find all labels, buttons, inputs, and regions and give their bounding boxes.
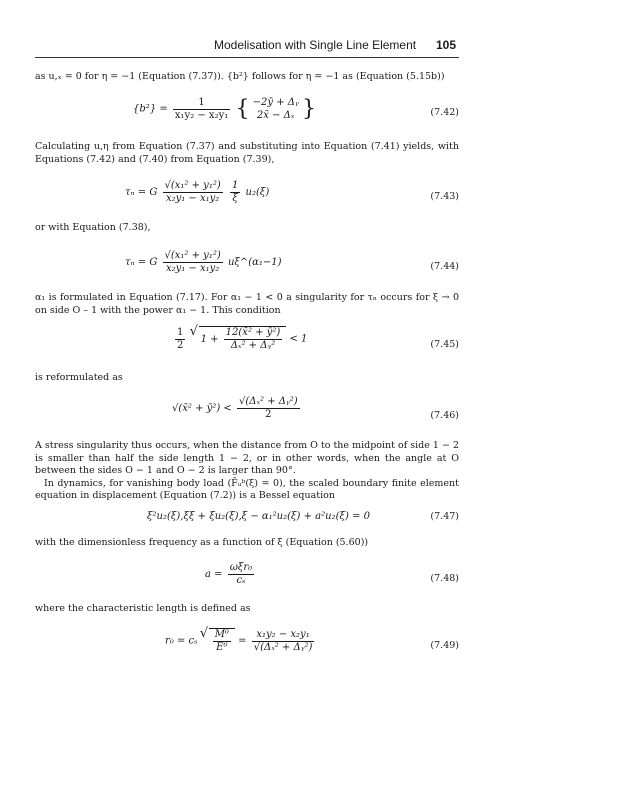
equation-7-43: [35, 180, 459, 214]
eq746-number: (7.46): [430, 410, 459, 421]
eq743-num: √(x₁² + y₁²): [164, 180, 221, 191]
paragraph-1-text: as u,ₓ = 0 for η = −1 (Equation (7.37)). {b²} follows for η = −1 as (Equation (5.15b)): [35, 71, 445, 82]
eq744-number: (7.44): [430, 261, 459, 272]
paragraph-1: [35, 71, 459, 84]
paragraph-2-text: Calculating u,η from Equation (7.37) and substituting into Equation (7.41) yields, with Equations (7.42) and (7.40) from Equation (7.39),: [35, 141, 459, 165]
paragraph-8-text: with the dimensionless frequency as a function of ξ (Equation (5.60)): [35, 537, 369, 548]
eq746-lhs: √(x̄² + ȳ²) <: [172, 403, 232, 414]
eq743-rest: u₂(ξ): [245, 187, 270, 198]
paragraph-7-text: In dynamics, for vanishing body load (F̄ᵤᵇ(ξ) = 0), the scaled boundary finite element equation in displacement (Equation (7.2)) is a Bessel equation: [35, 477, 459, 501]
page-number: 105: [436, 38, 457, 52]
eq744-rest: uξ^(α₁−1): [227, 257, 282, 268]
equation-7-47: [35, 511, 459, 529]
paragraph-5: [35, 372, 459, 385]
eq745-inner: 1 +: [200, 334, 219, 345]
eq743-den: x₂y₁ − x₁y₂: [165, 193, 220, 204]
paragraph-3-text: or with Equation (7.38),: [35, 222, 151, 233]
paragraph-9: [35, 603, 459, 616]
eq744-lhs: τₙ = G: [125, 257, 158, 268]
eq742-row2: 2x̄ − Δₓ: [256, 110, 295, 121]
eq749-eq: =: [238, 635, 247, 647]
equation-7-45: [35, 326, 459, 364]
eq749-sqrt-den: E⁰: [216, 642, 228, 653]
paragraph-8: [35, 537, 459, 550]
equation-7-48: [35, 562, 459, 596]
eq748-den: cₛ: [236, 575, 246, 586]
eq744-den: x₂y₁ − x₁y₂: [165, 263, 220, 274]
equation-7-42: {b²} = $\frac{1}{\text{x₁y₂ − x₂y₁}}$ { −2ȳ + Δᵧ 2x̄ − Δₓ } (7.42): [133, 96, 459, 122]
eq743-tail-den: ξ: [232, 193, 238, 204]
running-title: Modelisation with Single Line Element: [214, 38, 417, 52]
eq742-row1: −2ȳ + Δᵧ: [252, 97, 299, 108]
eq743-tail-num: 1: [231, 180, 239, 191]
eq745-lhs-den: 2: [177, 339, 184, 351]
eq743-lhs: τₙ = G: [125, 187, 158, 198]
equation-7-46: [35, 396, 459, 434]
eq747-number: (7.47): [430, 511, 459, 522]
eq745-number: (7.45): [430, 339, 459, 350]
eq746-den: 2: [265, 409, 272, 420]
eq742-coef-den: x₁y₂ − x₂y₁: [174, 109, 229, 121]
eq743-number: (7.43): [430, 191, 459, 202]
eq745-lhs-num: 1: [177, 326, 184, 338]
eq748-lhs: a =: [205, 569, 223, 580]
paragraph-9-text: where the characteristic length is defined as: [35, 603, 251, 614]
eq744-num: √(x₁² + y₁²): [164, 250, 221, 261]
eq742-number: (7.42): [430, 107, 459, 118]
paragraph-6-text: A stress singularity thus occurs, when the distance from O to the midpoint of side 1 − 2 is smaller than half the side length 1 − 2, or in other words, when the angle at O between the sides O − 1 and O − 2 is larger than 90°.: [35, 440, 459, 476]
eq749-num: x₁y₂ − x₂y₁: [252, 629, 315, 642]
paragraph-4: [35, 292, 459, 317]
eq745-den: Δₓ² + Δᵧ²: [230, 340, 276, 351]
equation-7-44: [35, 250, 459, 284]
eq748-num: ωξr₀: [229, 562, 253, 573]
eq747-body: ξ²u₂(ξ),ξξ + ξu₂(ξ),ξ − α₁²u₂(ξ) + a²u₂(ξ) = 0: [147, 511, 370, 522]
paragraph-5-text: is reformulated as: [35, 372, 123, 383]
eq746-num: √(Δₓ² + Δᵧ²): [238, 396, 298, 407]
eq749-sqrt-num: √ M⁰: [214, 629, 229, 640]
paragraph-3: [35, 222, 459, 235]
header-rule: [35, 57, 459, 58]
eq749-number: (7.49): [430, 640, 459, 651]
paragraph-6: [35, 440, 459, 503]
eq745-rel: < 1: [289, 333, 308, 345]
paragraph-2: [35, 141, 459, 166]
eq749-lhs: r₀ = cₛ: [165, 635, 198, 647]
eq748-number: (7.48): [430, 573, 459, 584]
eq745-num: 12(x̄² + ȳ²): [225, 327, 281, 338]
equation-7-49: [35, 628, 459, 668]
eq742-coef-num: 1: [173, 97, 230, 110]
paragraph-4-text: α₁ is formulated in Equation (7.17). For α₁ − 1 < 0 a singularity for τₙ occurs for ξ → 0 on side O – 1 with the power α₁ − 1. This condition: [35, 292, 459, 316]
eq749-den: √(Δₓ² + Δᵧ²): [253, 641, 313, 653]
eq742-lhs: {b²} =: [133, 103, 168, 115]
